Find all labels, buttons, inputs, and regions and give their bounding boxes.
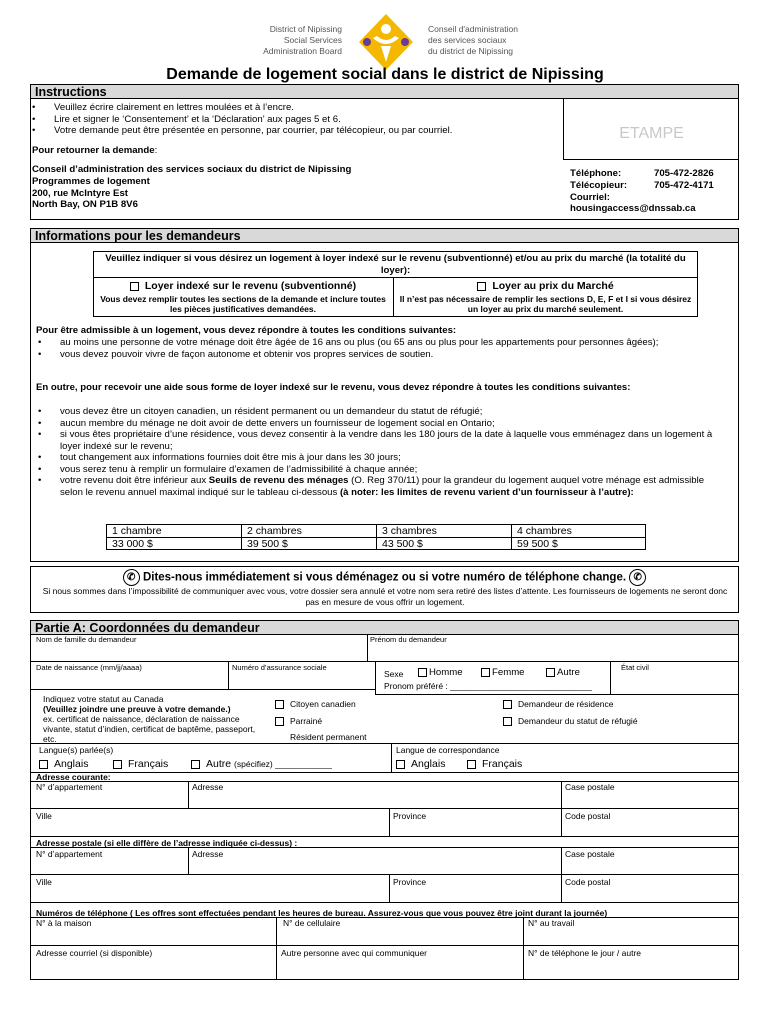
po-box-label: Case postale xyxy=(565,782,615,792)
return-label: Pour retourner la demande: xyxy=(32,145,158,156)
city-label: Ville xyxy=(36,877,52,887)
city-label: Ville xyxy=(36,811,52,821)
limit-value: 33 000 $ xyxy=(112,538,153,550)
province-label: Province xyxy=(393,811,427,821)
other-checkbox[interactable] xyxy=(546,668,555,677)
email-link[interactable]: housingaccess@dnssab.ca xyxy=(570,203,696,215)
family-name-field[interactable] xyxy=(36,645,364,660)
list-item: • vous serez tenu à remplir un formulaire d’examen de l’admissibilité à chaque année; xyxy=(38,464,728,476)
list-item: • Lire et signer le ‘Consentement’ et la ‘Déclaration’ aux pages 5 et 6. xyxy=(32,114,562,126)
address-label: Adresse xyxy=(192,849,224,859)
list-item: • Votre demande peut être présentée en personne, par courrier, par télécopieur, ou par courriel. xyxy=(32,125,562,137)
address-label: Adresse xyxy=(192,782,224,792)
list-item: • tout changement aux informations fournies doit être mis à jour dans les 30 jours; xyxy=(38,452,728,464)
male-checkbox[interactable] xyxy=(418,668,427,677)
sex-female-option[interactable]: Femme xyxy=(481,667,525,679)
status-citizen-option[interactable]: Citoyen canadien xyxy=(275,699,356,709)
status-permanent-option[interactable]: Résident permanent xyxy=(275,732,367,742)
org-name-en: District of Nipissing Social Services Administration Board xyxy=(263,24,342,56)
home-phone-label: N° à la maison xyxy=(36,918,92,928)
limit-label: 2 chambres xyxy=(247,525,302,537)
instructions-heading: Instructions xyxy=(30,84,739,99)
limit-value: 39 500 $ xyxy=(247,538,288,550)
list-item: • Veuillez écrire clairement en lettres moulées et à l’encre. xyxy=(32,102,562,114)
first-name-label: Prénom du demandeur xyxy=(370,635,447,644)
eligibility-heading: Pour être admissible à un logement, vous devez répondre à toutes les conditions suivantes: xyxy=(36,325,457,336)
french-checkbox[interactable] xyxy=(113,760,122,769)
status-sponsored-option[interactable]: Parrainé xyxy=(275,716,322,726)
sex-male-option[interactable]: Homme xyxy=(418,667,463,679)
list-item: • si vous êtes propriétaire d’une résidence, vous devez consentir à la vendre dans les 180 jours de la date à laquelle vous emménagez dans un logement à loyer indexé sur le revenu; xyxy=(38,429,728,452)
female-checkbox[interactable] xyxy=(481,668,490,677)
residence-applicant-checkbox[interactable] xyxy=(503,700,512,709)
sponsored-checkbox[interactable] xyxy=(275,717,284,726)
other-contact-label: Autre personne avec qui communiquer xyxy=(281,948,427,958)
cell-phone-label: N° de cellulaire xyxy=(283,918,341,928)
correspondence-language-label: Langue de correspondance xyxy=(396,745,500,755)
part-a-heading: Partie A: Coordonnées du demandeur xyxy=(30,620,739,635)
sex-label: Sexe xyxy=(384,669,404,679)
move-text: Si nous sommes dans l’impossibilité de communiquer avec vous, votre dossier sera annulé et votre nom sera retiré des listes d’attente. Les fournisseurs de logements ne seront donc pas en mesure de vous offrir un logement. xyxy=(42,586,728,607)
phone-icon: ✆ xyxy=(629,569,646,586)
first-name-field[interactable] xyxy=(370,645,735,660)
phone-numbers-heading: Numéros de téléphone ( Les offres sont effectuées pendant les heures de bureau. Assurez-vous que vous pouvez être joint durant la journée) xyxy=(36,908,608,918)
marital-status-label: État civil xyxy=(621,663,649,672)
apartment-label: N° d’appartement xyxy=(36,782,103,792)
limit-label: 4 chambres xyxy=(517,525,572,537)
rgi-checkbox[interactable] xyxy=(130,282,139,291)
market-note: Il n’est pas nécessaire de remplir les sections D, E, F et I si vous désirez un loyer au prix du marché seulement. xyxy=(399,294,692,314)
market-checkbox[interactable] xyxy=(477,282,486,291)
email-label: Adresse courriel (si disponible) xyxy=(36,948,153,958)
status-refugee-option[interactable]: Demandeur du statut de réfugié xyxy=(503,716,638,726)
applicants-heading: Informations pour les demandeurs xyxy=(30,228,739,243)
province-label: Province xyxy=(393,877,427,887)
rgi-conditions-heading: En outre, pour recevoir une aide sous forme de loyer indexé sur le revenu, vous devez répondre à toutes les conditions suivantes: xyxy=(36,382,631,393)
move-heading: ✆ Dites-nous immédiatement si vous déménagez ou si votre numéro de téléphone change. ✆ xyxy=(30,569,739,586)
stamp-label: ETAMPE xyxy=(619,125,684,142)
eligibility-list xyxy=(38,337,728,360)
list-item: • votre revenu doit être inférieur aux Seuils de revenu des ménages (O. Reg 370/11) pour la grandeur du logement auquel votre ménage est admissible selon le revenu annuel maximal indiqué sur le tableau ci-dessous (à noter: les limites de revenu varient d’un fournisseur à l’autre): xyxy=(38,475,728,498)
page-title: Demande de logement social dans le district de Nipissing xyxy=(166,66,604,83)
spoken-language-label: Langue(s) parlée(s) xyxy=(39,745,114,755)
list-item: • aucun membre du ménage ne doit avoir de dette envers un fournisseur de logement social en Ontario; xyxy=(38,418,728,430)
spoken-other-option[interactable]: Autre (spécifiez) ____________ xyxy=(191,758,332,770)
dnssab-logo xyxy=(355,12,417,72)
spoken-french-option[interactable]: Français xyxy=(113,758,168,770)
limit-value: 43 500 $ xyxy=(382,538,423,550)
contact-info: Téléphone: 705-472-2826 Télécopieur: 705-472-4171 Courriel: housingaccess@dnssab.ca xyxy=(570,168,714,215)
apartment-label: N° d’appartement xyxy=(36,849,103,859)
current-address-heading: Adresse courante: xyxy=(36,772,111,782)
list-item: • au moins une personne de votre ménage doit être âgée de 16 ans ou plus (ou 65 ans ou plus pour les appartements pour personnes âgées); xyxy=(38,337,728,349)
mailing-address-heading: Adresse postale (si elle diffère de l’adresse indiquée ci-dessus) : xyxy=(36,838,298,848)
list-item: • vous devez pouvoir vivre de façon autonome et obtenir vos propres services de soutien. xyxy=(38,349,728,361)
status-question: Indiquez votre statut au Canada (Veuillez joindre une preuve à votre demande.) ex. certificat de naissance, déclaration de naissance vivante, statut d’indien, certificat de baptême, passeport, etc. xyxy=(43,694,256,744)
sex-other-option[interactable]: Autre xyxy=(546,667,580,679)
limit-label: 3 chambres xyxy=(382,525,437,537)
stamp-box xyxy=(563,99,739,160)
corr-english-option[interactable]: Anglais xyxy=(396,758,445,770)
french-checkbox[interactable] xyxy=(467,760,476,769)
spoken-english-option[interactable]: Anglais xyxy=(39,758,88,770)
rgi-conditions-list xyxy=(38,406,728,498)
english-checkbox[interactable] xyxy=(39,760,48,769)
corr-french-option[interactable]: Français xyxy=(467,758,522,770)
return-address: Conseil d’administration des services sociaux du district de Nipissing Programmes de logement 200, rue McIntyre Est North Bay, ON P1B 8V6 xyxy=(32,164,352,211)
pronoun-field[interactable]: Pronom préféré : ______________________________ xyxy=(384,681,592,691)
dob-label: Date de naissance (mm/jj/aaaa) xyxy=(36,663,142,672)
org-name-fr: Conseil d'administration des services sociaux du district de Nipissing xyxy=(428,24,518,56)
phone-icon: ✆ xyxy=(123,569,140,586)
day-phone-label: N° de téléphone le jour / autre xyxy=(528,948,642,958)
rgi-option[interactable]: Loyer indexé sur le revenu (subventionné) xyxy=(95,280,391,292)
postal-code-label: Code postal xyxy=(565,877,611,887)
po-box-label: Case postale xyxy=(565,849,615,859)
list-item: • vous devez être un citoyen canadien, un résident permanent ou un demandeur du statut de réfugié; xyxy=(38,406,728,418)
citizen-checkbox[interactable] xyxy=(275,700,284,709)
rgi-note: Vous devez remplir toutes les sections de la demande et inclure toutes les pièces justificatives demandées. xyxy=(100,294,386,314)
permanent-checkbox[interactable] xyxy=(275,733,284,742)
other-language-checkbox[interactable] xyxy=(191,760,200,769)
status-residence-applicant-option[interactable]: Demandeur de résidence xyxy=(503,699,613,709)
refugee-checkbox[interactable] xyxy=(503,717,512,726)
instructions-list xyxy=(32,102,562,137)
sin-label: Numéro d’assurance sociale xyxy=(232,663,327,672)
limit-value: 59 500 $ xyxy=(517,538,558,550)
market-option[interactable]: Loyer au prix du Marché xyxy=(395,280,696,292)
english-checkbox[interactable] xyxy=(396,760,405,769)
postal-code-label: Code postal xyxy=(565,811,611,821)
family-name-label: Nom de famille du demandeur xyxy=(36,635,137,644)
rent-choice-question: Veuillez indiquer si vous désirez un logement à loyer indexé sur le revenu (subventionné) et/ou au prix du marché (la totalité du loyer): xyxy=(105,253,686,276)
work-phone-label: N° au travail xyxy=(528,918,575,928)
limit-label: 1 chambre xyxy=(112,525,162,537)
